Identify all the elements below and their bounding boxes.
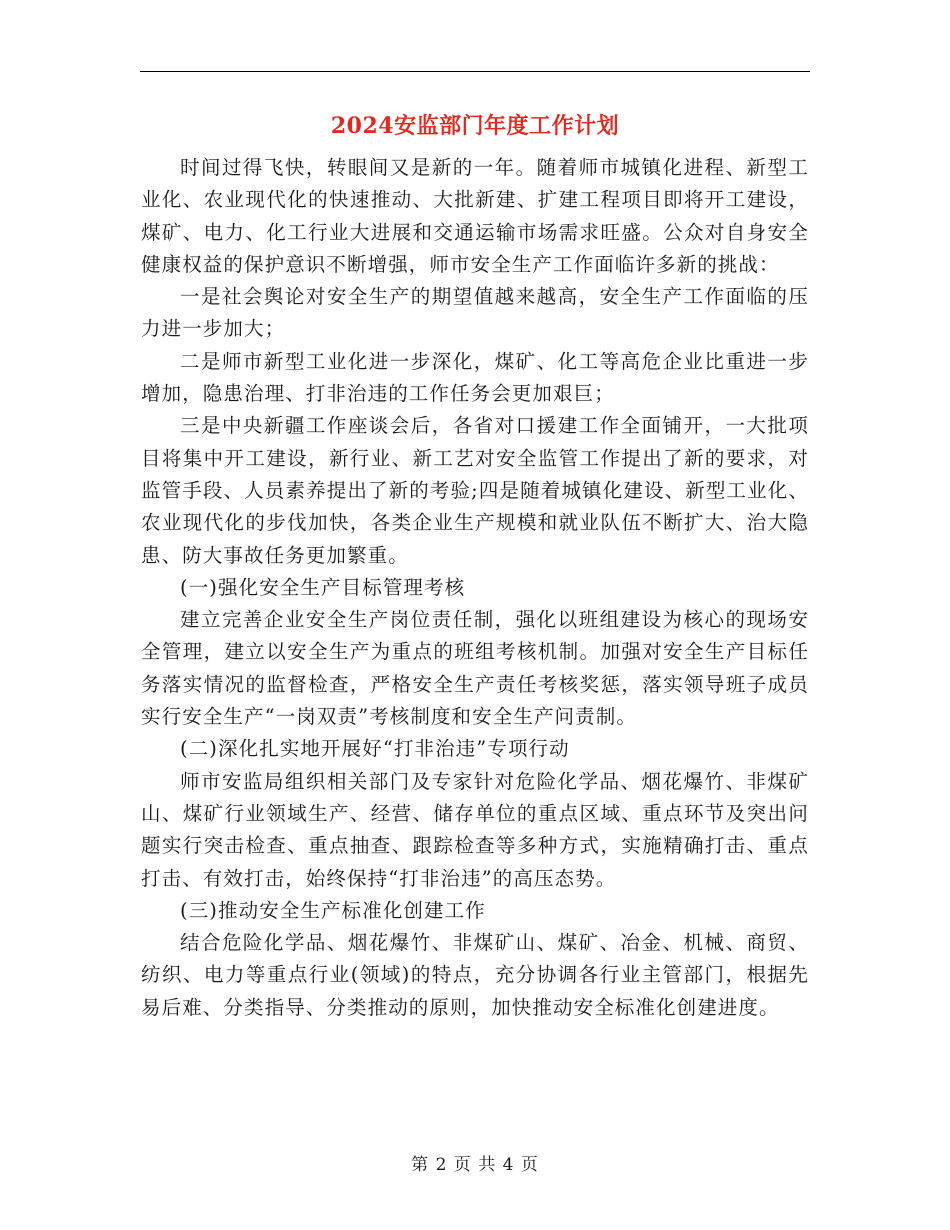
section-text-3: 结合危险化学品、烟花爆竹、非煤矿山、煤矿、冶金、机械、商贸、纺织、电力等重点行业(领域)的特点，充分协调各行业主管部门，根据先易后难、分类指导、分类推动的原则，加快推动安全标准化创建进度。 — [141, 931, 809, 1019]
section-text-1: 建立完善企业安全生产岗位责任制，强化以班组建设为核心的现场安全管理，建立以安全生产为重点的班组考核机制。加强对安全生产目标任务落实情况的监督检查，严格安全生产责任考核奖惩，落实领导班子成员实行安全生产“一岗双责”考核制度和安全生产问责制。 — [141, 608, 809, 729]
section-heading-1: (一)强化安全生产目标管理考核 — [180, 575, 466, 599]
paragraph-point-three: 三是中央新疆工作座谈会后，各省对口援建工作全面铺开，一大批项目将集中开工建设，新行业、新工艺对安全监管工作提出了新的要求，对监管手段、人员素养提出了新的考验;四是随着城镇化建设、新型工业化、农业现代化的步伐加快，各类企业生产规模和就业队伍不断扩大、治大隐患、防大事故任务更加繁重。 — [141, 414, 809, 567]
section-text-2: 师市安监局组织相关部门及专家针对危险化学品、烟花爆竹、非煤矿山、煤矿行业领域生产、经营、储存单位的重点区域、重点环节及突出问题实行突击检查、重点抽查、跟踪检查等多种方式，实施精确打击、重点打击、有效打击，始终保持“打非治违”的高压态势。 — [141, 769, 809, 890]
section-heading-3: (三)推动安全生产标准化创建工作 — [180, 898, 486, 922]
document-body — [141, 152, 809, 1024]
header-rule — [140, 71, 810, 72]
page-number: 第 2 页 共 4 页 — [411, 1155, 539, 1175]
section-heading-2: (二)深化扎实地开展好“打非治违”专项行动 — [180, 737, 570, 761]
paragraph-intro: 时间过得飞快，转眼间又是新的一年。随着师市城镇化进程、新型工业化、农业现代化的快速推动、大批新建、扩建工程项目即将开工建设，煤矿、电力、化工行业大进展和交通运输市场需求旺盛。公众对自身安全健康权益的保护意识不断增强，师市安全生产工作面临许多新的挑战： — [141, 156, 809, 276]
paragraph-point-one: 一是社会舆论对安全生产的期望值越来越高，安全生产工作面临的压力进一步加大； — [141, 285, 809, 341]
document-title: 2024安监部门年度工作计划 — [330, 113, 620, 139]
paragraph-point-two: 二是师市新型工业化进一步深化，煤矿、化工等高危企业比重进一步增加，隐患治理、打非治违的工作任务会更加艰巨； — [141, 349, 809, 406]
